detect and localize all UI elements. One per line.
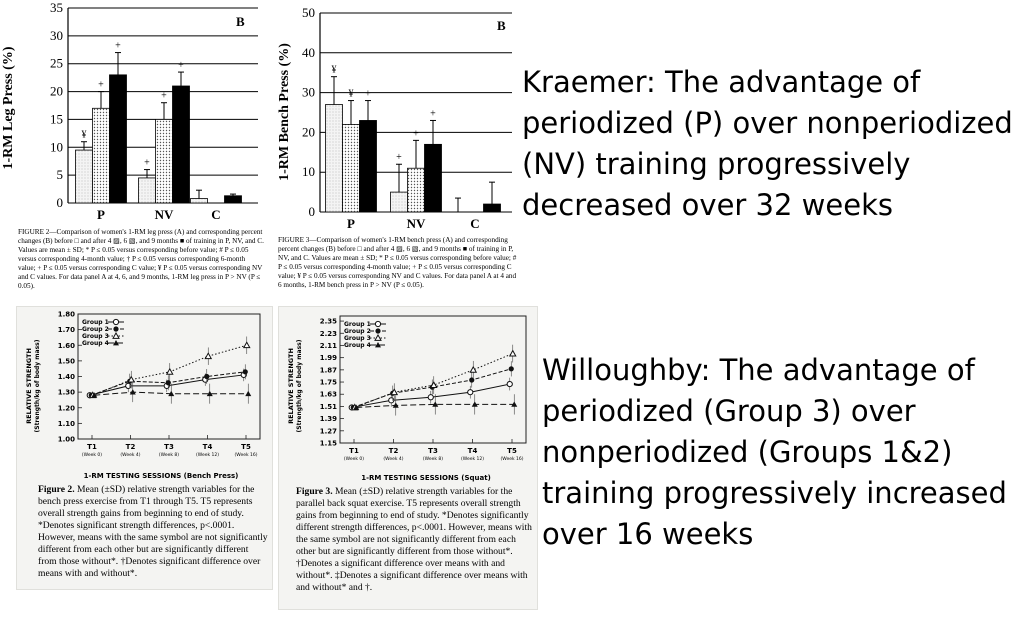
y-tick-label: 1.60	[57, 341, 75, 350]
caption-text: Mean (±SD) relative strength variables for the bench press exercise from T1 through T5. T5 represents overall strength gains from beginning to end of study. *Denotes significant strength differences, p<.0001. However, means with the same symbol are not significantly different from each other but are significantly different from those without*. †Denotes significant difference over means with and without*.	[38, 484, 268, 579]
y-tick-label: 1.63	[319, 390, 337, 399]
significance-marker: +	[115, 40, 121, 52]
y-tick-label: 50	[302, 5, 315, 20]
kraemer-text: Kraemer: The advantage of periodized (P) over nonperiodized (NV) training progressively decreased over 32 weeks	[522, 65, 1013, 222]
willoughby-bench-chart	[16, 306, 271, 484]
data-point	[204, 374, 209, 379]
x-tick-sublabel: (Week 4)	[383, 457, 404, 462]
legend-label: Group 4	[344, 342, 371, 349]
legend-label: Group 4	[82, 340, 109, 347]
x-axis-label: 1-RM TESTING SESSIONS (Squat)	[361, 474, 491, 482]
x-tick-sublabel: (Week 12)	[461, 457, 484, 462]
y-axis-label: RELATIVE STRENGTH	[287, 348, 295, 424]
x-tick-label: T2	[388, 447, 399, 455]
data-point	[375, 335, 381, 340]
x-tick-sublabel: (Week 4)	[120, 453, 141, 458]
y-tick-label: 15	[50, 111, 63, 127]
y-tick-label: 30	[302, 84, 315, 100]
bar	[225, 196, 242, 203]
data-point	[205, 353, 211, 358]
y-tick-label: 0	[56, 195, 63, 210]
data-point	[510, 351, 516, 356]
x-axis-label: 1-RM TESTING SESSIONS (Bench Press)	[83, 472, 239, 480]
category-label: P	[97, 207, 105, 222]
y-tick-label: 35	[50, 0, 63, 15]
y-tick-label: 40	[302, 44, 315, 60]
bar	[326, 105, 343, 212]
y-tick-label: 1.00	[57, 435, 75, 444]
data-point	[389, 398, 394, 403]
y-tick-label: 1.10	[57, 419, 75, 428]
bar	[93, 108, 110, 203]
x-tick-sublabel: (Week 8)	[422, 457, 444, 462]
y-axis-label: RELATIVE STRENGTH	[25, 348, 33, 424]
y-tick-label: 1.87	[319, 366, 337, 375]
data-point	[509, 366, 514, 371]
leg-press-chart	[0, 0, 262, 225]
x-tick-sublabel: (Week 8)	[158, 453, 180, 458]
bar	[139, 178, 156, 203]
significance-marker: +	[413, 128, 419, 140]
bar	[76, 150, 93, 203]
y-tick-label: 1.40	[57, 373, 75, 381]
y-tick-label: 1.80	[57, 310, 75, 319]
y-tick-label: 1.39	[319, 415, 337, 424]
x-tick-sublabel: (Week 12)	[196, 453, 219, 458]
y-axis-label-unit: (Strength/kg of body mass)	[296, 339, 303, 433]
x-tick-label: T5	[241, 443, 251, 451]
x-tick-label: T4	[202, 443, 213, 451]
willoughby-squat-caption	[296, 486, 532, 594]
y-axis-label: 1-RM Leg Press (%)	[1, 46, 16, 170]
significance-marker: ¥	[348, 88, 354, 100]
willoughby-squat-chart	[278, 306, 536, 486]
y-axis-label-unit: (Strength/kg of body mass)	[34, 339, 41, 433]
y-tick-label: 1.30	[57, 388, 75, 397]
legend-label: Group 3	[344, 335, 371, 342]
y-tick-label: 0	[308, 204, 315, 219]
legend-label: Group 3	[82, 333, 109, 340]
panel-label: B	[236, 14, 245, 29]
data-point	[507, 381, 512, 386]
data-point	[375, 328, 380, 333]
willoughby-bench-caption	[38, 484, 268, 580]
leg-press-caption: FIGURE 2—Comparison of women's 1-RM leg press (A) and corresponding percent changes (B) before □ and after 4 ▨, 6 ▧, and 9 months ■ of training in P, NV, and C. Values are mean ± SD; * P ≤ 0.05 versus corresponding before value; # P ≤ 0.05 versus corresponding 4-month value; † P ≤ 0.05 versus corresponding 6-month value; + P ≤ 0.05 versus corresponding C value; ¥ P ≤ 0.05 versus corresponding NV and C values. For data panel A at 4, 6, and 9 months, 1-RM leg press in P > NV (P ≤ 0.05).	[18, 228, 264, 290]
y-tick-label: 1.27	[319, 427, 337, 436]
x-tick-label: T3	[428, 447, 438, 455]
y-tick-label: 20	[50, 83, 63, 99]
legend-label: Group 1	[82, 319, 109, 326]
data-point	[470, 367, 476, 372]
bar	[484, 204, 501, 212]
data-point	[113, 326, 118, 331]
x-tick-label: T1	[349, 447, 359, 455]
willoughby-text: Willoughby: The advantage of periodized (Group 3) over nonperiodized (Groups 1&2) training progressively increased over 16 weeks	[542, 353, 1007, 551]
y-tick-label: 1.15	[319, 439, 337, 448]
bar	[173, 86, 190, 203]
x-tick-label: T1	[87, 443, 97, 451]
y-tick-label: 25	[50, 55, 63, 71]
data-point	[113, 333, 119, 338]
y-tick-label: 1.50	[57, 357, 75, 366]
significance-marker: +	[161, 90, 167, 102]
x-tick-label: T5	[507, 447, 517, 455]
y-tick-label: 1.51	[319, 402, 337, 411]
x-tick-sublabel: (Week 0)	[81, 453, 103, 458]
bench-press-chart	[272, 0, 522, 232]
bar	[191, 199, 208, 203]
y-tick-label: 10	[50, 139, 63, 155]
x-tick-label: T3	[164, 443, 174, 451]
data-point	[166, 380, 171, 385]
y-tick-label: 5	[56, 167, 63, 183]
data-point	[245, 391, 251, 396]
y-tick-label: 30	[50, 27, 63, 43]
caption-figure-number: Figure 2.	[38, 484, 75, 495]
bar	[408, 168, 425, 212]
y-tick-label: 1.99	[319, 354, 337, 363]
category-label: C	[211, 207, 221, 222]
y-tick-label: 2.11	[319, 341, 337, 350]
data-point	[243, 369, 248, 374]
y-tick-label: 1.75	[319, 378, 337, 387]
y-tick-label: 2.35	[319, 317, 337, 326]
data-point	[167, 369, 173, 374]
significance-marker: +	[365, 88, 371, 100]
x-tick-label: T4	[467, 447, 478, 455]
y-tick-label: 1.70	[57, 326, 75, 335]
y-tick-label: 1.20	[57, 404, 75, 413]
data-point	[113, 319, 118, 324]
significance-marker: +	[430, 108, 436, 120]
category-label: NV	[154, 207, 174, 222]
y-tick-label: 10	[302, 164, 315, 180]
caption-figure-number: Figure 3.	[296, 486, 333, 497]
panel-label: B	[497, 18, 506, 33]
significance-marker: +	[144, 157, 150, 169]
data-point	[469, 377, 474, 382]
bench-press-caption: FIGURE 3—Comparison of women's 1-RM bench press (A) and corresponding percent changes (B) before □ and after 4 ▨, 6 ▧, and 9 months ■ of training in P, NV, and C. Values are mean ± SD; * P ≤ 0.05 versus corresponding before value; # P ≤ 0.05 versus corresponding 4-month value; + P ≤ 0.05 versus corresponding C value; ¥ P ≤ 0.05 versus corresponding NV and C values. For data panel A at 4 and 6 months, 1-RM bench press in P > NV (P ≤ 0.05).	[278, 236, 517, 289]
bar	[391, 192, 408, 212]
category-label: C	[470, 216, 480, 231]
y-tick-label: 20	[302, 124, 315, 140]
y-axis-label: 1-RM Bench Press (%)	[277, 43, 292, 181]
x-tick-sublabel: (Week 0)	[343, 457, 365, 462]
bar	[156, 119, 173, 203]
bar	[110, 75, 127, 203]
y-tick-label: 2.23	[319, 329, 337, 338]
data-point	[375, 321, 380, 326]
significance-marker: ¥	[81, 129, 87, 141]
bar	[360, 120, 377, 212]
bar	[425, 144, 442, 212]
x-tick-label: T2	[125, 443, 136, 451]
bar	[343, 124, 360, 212]
significance-marker: +	[178, 60, 184, 72]
significance-marker: +	[98, 79, 104, 91]
legend-label: Group 2	[82, 326, 109, 333]
x-tick-sublabel: (Week 16)	[500, 457, 524, 462]
category-label: NV	[406, 216, 426, 231]
data-point	[428, 395, 433, 400]
data-point	[244, 342, 250, 347]
caption-text: Mean (±SD) relative strength variables for the parallel back squat exercise. T5 represents overall strength gains from beginning to end of study. *Denotes significantly different strength differences, p<.0001. However, means with the same symbol are not significantly different from each other but are significantly different from those without*. †Denotes a significant difference over means with and without*. ‡Denotes a significant difference over means with and without* and †.	[296, 486, 532, 593]
data-point	[126, 383, 131, 388]
legend-label: Group 2	[344, 328, 371, 335]
significance-marker: +	[396, 152, 402, 164]
x-tick-sublabel: (Week 16)	[234, 453, 258, 458]
legend-label: Group 1	[344, 321, 371, 328]
data-point	[468, 390, 473, 395]
significance-marker: ¥	[331, 64, 337, 76]
category-label: P	[347, 216, 355, 231]
